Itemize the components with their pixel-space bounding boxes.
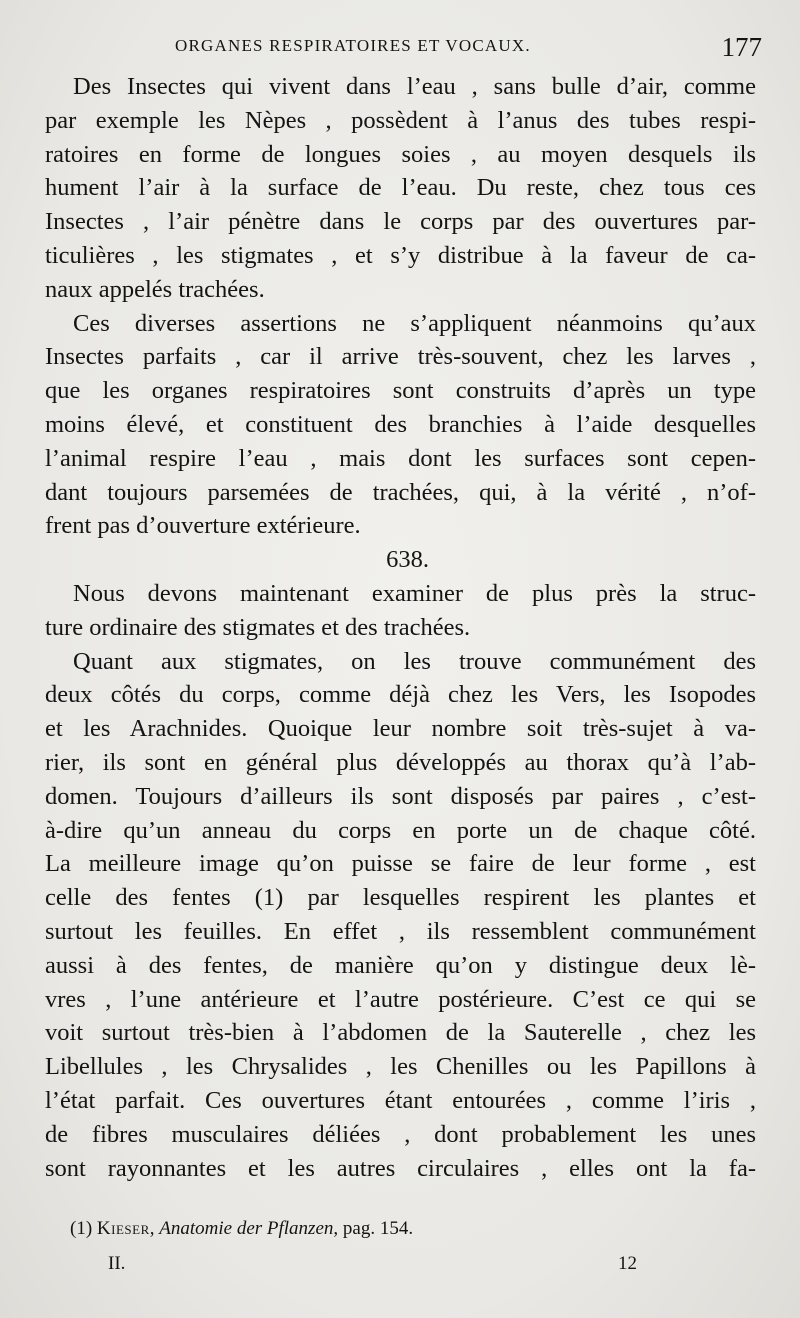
text-line: celle des fentes (1) par lesquelles respirent les plantes et bbox=[45, 884, 756, 912]
text-line: Ces diverses assertions ne s’appliquent néanmoins qu’aux bbox=[73, 309, 756, 337]
text-line: de fibres musculaires déliées , dont probablement les unes bbox=[45, 1120, 756, 1148]
text-line: deux côtés du corps, comme déjà chez les Vers, les Isopodes bbox=[45, 681, 756, 709]
footnote bbox=[70, 1218, 413, 1240]
text-line: Nous devons maintenant examiner de plus près la struc- bbox=[73, 579, 756, 607]
text-line: l’animal respire l’eau , mais dont les surfaces sont cepen- bbox=[45, 444, 756, 472]
text-line: sont rayonnantes et les autres circulaires , elles ont la fa- bbox=[45, 1154, 756, 1182]
footnote-separator: , bbox=[149, 1218, 155, 1239]
body-text bbox=[45, 70, 756, 1185]
text-line: par exemple les Nèpes , possèdent à l’anus des tubes respi- bbox=[45, 106, 756, 134]
text-line: aussi à des fentes, de manière qu’on y distingue deux lè- bbox=[45, 951, 756, 979]
footnote-marker: (1) bbox=[70, 1218, 93, 1239]
text-line: et les Arachnides. Quoique leur nombre soit très-sujet à va- bbox=[45, 715, 756, 743]
text-line: Insectes parfaits , car il arrive très-souvent, chez les larves , bbox=[45, 343, 756, 371]
section-number: 638. bbox=[386, 546, 429, 574]
text-line: l’état parfait. Ces ouvertures étant entourées , comme l’iris , bbox=[45, 1086, 756, 1114]
text-line: dant toujours parsemées de trachées, qui, à la vérité , n’of- bbox=[45, 478, 756, 506]
text-line: que les organes respiratoires sont construits d’après un type bbox=[45, 377, 756, 405]
text-line: Des Insectes qui vivent dans l’eau , sans bulle d’air, comme bbox=[73, 73, 756, 100]
page-number: 177 bbox=[721, 32, 762, 62]
text-line: Quant aux stigmates, on les trouve communément des bbox=[73, 647, 756, 675]
sheet-number: 12 bbox=[618, 1253, 637, 1274]
text-line: ratoires en forme de longues soies , au moyen desquels ils bbox=[45, 140, 756, 168]
text-line: ture ordinaire des stigmates et des trachées. bbox=[45, 613, 471, 641]
text-line: naux appelés trachées. bbox=[45, 275, 265, 303]
volume-mark: II. bbox=[108, 1253, 126, 1274]
text-line: hument l’air à la surface de l’eau. Du reste, chez tous ces bbox=[45, 174, 756, 202]
running-head bbox=[0, 34, 800, 64]
text-line: Libellules , les Chrysalides , les Chenilles ou les Papillons à bbox=[45, 1053, 756, 1081]
text-line: vres , l’une antérieure et l’autre postérieure. C’est ce qui se bbox=[45, 985, 756, 1013]
text-line: Insectes , l’air pénètre dans le corps par des ouvertures par- bbox=[45, 208, 756, 236]
text-line: domen. Toujours d’ailleurs ils sont disposés par paires , c’est- bbox=[45, 782, 756, 810]
footnote-author: Kieser bbox=[96, 1218, 150, 1239]
running-title: ORGANES RESPIRATOIRES ET VOCAUX. bbox=[175, 36, 531, 55]
text-line: moins élevé, et constituent des branchies à l’aide desquelles bbox=[45, 410, 756, 438]
text-line: voit surtout très-bien à l’abdomen de la Sauterelle , chez les bbox=[45, 1019, 756, 1047]
text-line: à-dire qu’un anneau du corps en porte un de chaque côté. bbox=[45, 816, 756, 844]
text-line: frent pas d’ouverture extérieure. bbox=[45, 512, 361, 540]
text-line: ticulières , les stigmates , et s’y distribue à la faveur de ca- bbox=[45, 241, 756, 269]
text-line: La meilleure image qu’on puisse se faire de leur forme , est bbox=[45, 850, 756, 878]
footnote-reference: , pag. 154. bbox=[333, 1218, 414, 1239]
text-line: surtout les feuilles. En effet , ils ressemblent communément bbox=[45, 917, 756, 945]
text-line: rier, ils sont en général plus développés au thorax qu’à l’ab- bbox=[45, 748, 756, 776]
footnote-work-title: Anatomie der Pflanzen bbox=[159, 1218, 334, 1239]
